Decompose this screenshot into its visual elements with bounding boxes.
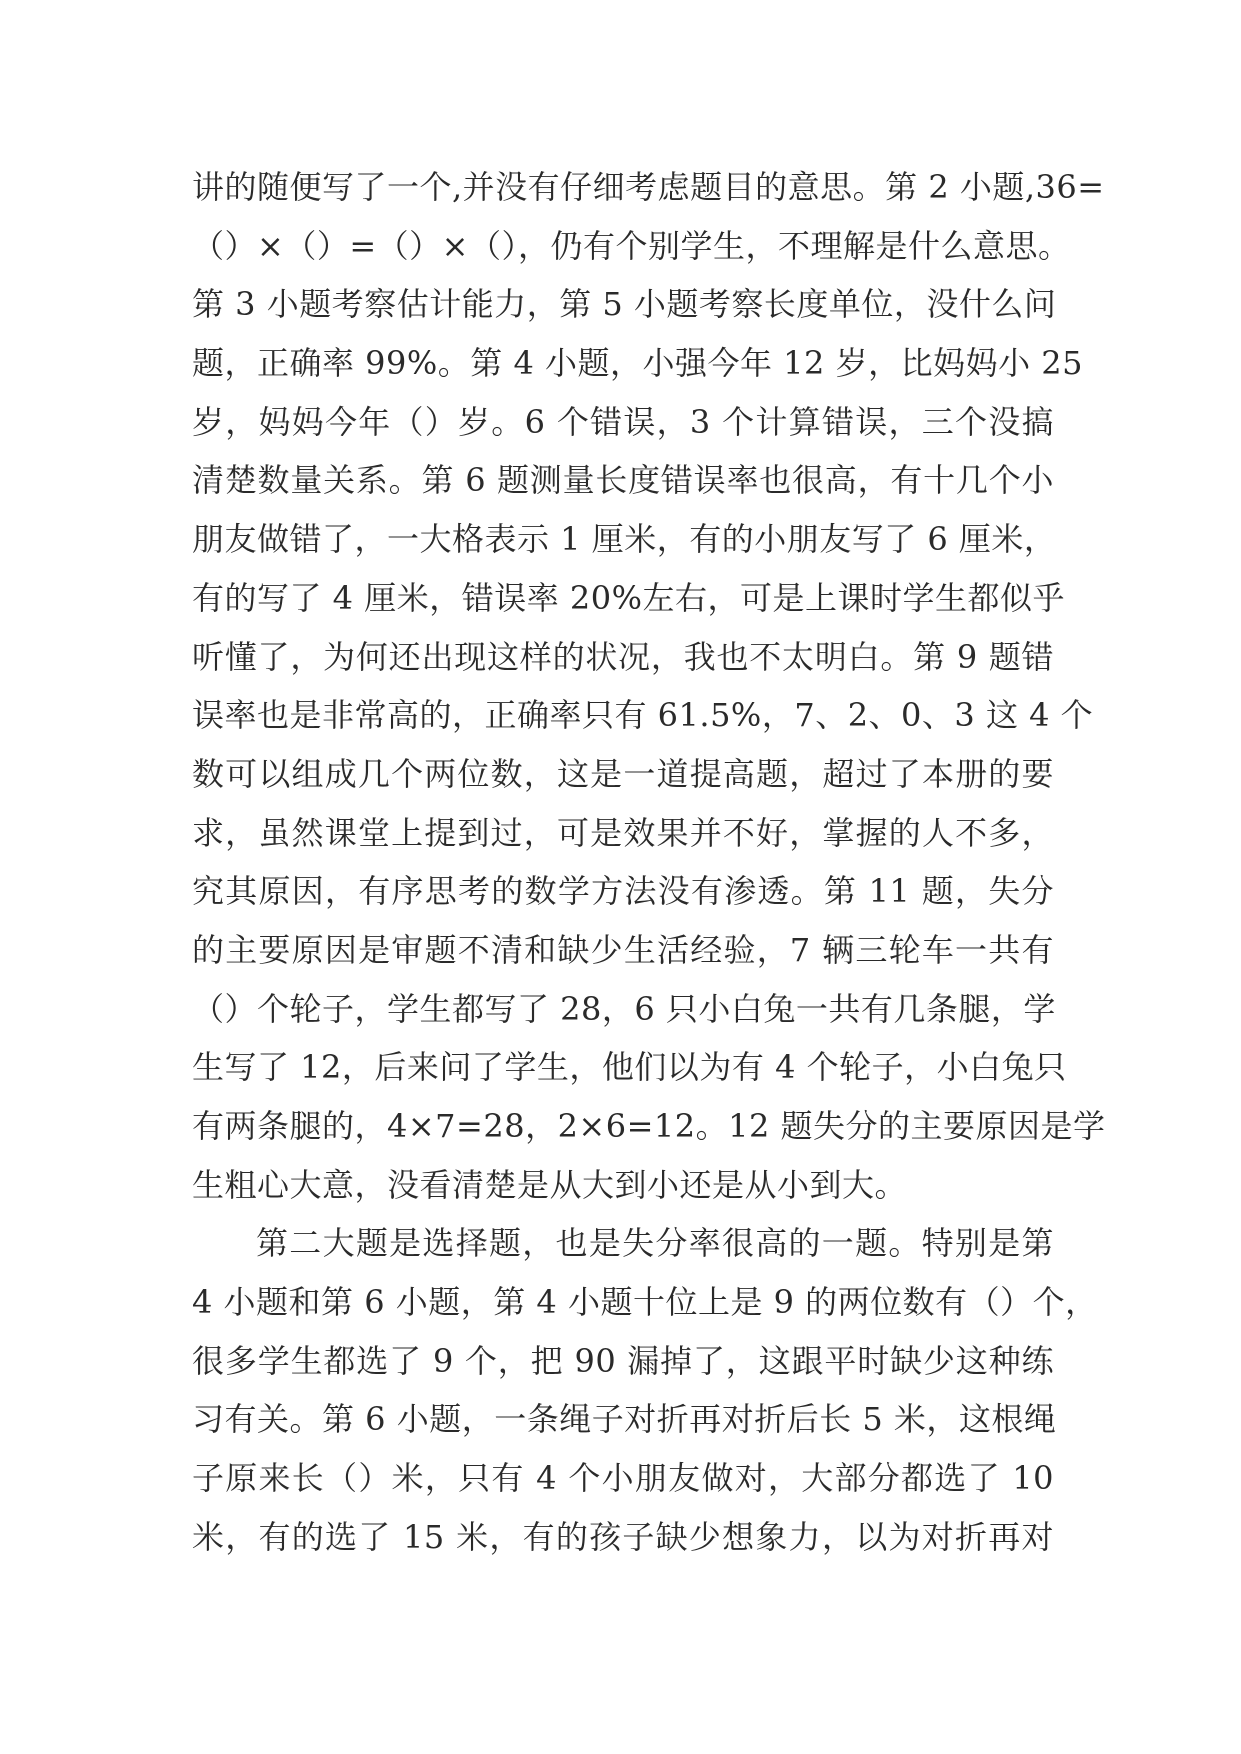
body-text bbox=[192, 158, 1106, 1567]
text-line: 朋友做错了，一大格表示 1 厘米，有的小朋友写了 6 厘米， bbox=[192, 520, 1057, 559]
text-line: 讲的随便写了一个,并没有仔细考虑题目的意思。第 2 小题,36= bbox=[192, 168, 1105, 206]
text-line: 生写了 12，后来问了学生，他们以为有 4 个轮子，小白兔只 bbox=[192, 1048, 1067, 1087]
text-line: 习有关。第 6 小题，一条绳子对折再对折后长 5 米，这根绳 bbox=[192, 1400, 1057, 1439]
text-line: 第 3 小题考察估计能力，第 5 小题考察长度单位，没什么问 bbox=[192, 285, 1057, 324]
text-line: 听懂了，为何还出现这样的状况，我也不太明白。第 9 题错 bbox=[192, 637, 1054, 676]
text-line: （）个轮子，学生都写了 28，6 只小白兔一共有几条腿，学 bbox=[192, 989, 1056, 1028]
text-line: 第二大题是选择题，也是失分率很高的一题。特别是第 bbox=[256, 1224, 1054, 1263]
text-line: 有两条腿的，4×7=28，2×6=12。12 题失分的主要原因是学 bbox=[192, 1107, 1106, 1145]
text-line: 生粗心大意，没看清楚是从大到小还是从小到大。 bbox=[192, 1165, 908, 1204]
text-line: 米，有的选了 15 米，有的孩子缺少想象力，以为对折再对 bbox=[192, 1517, 1054, 1556]
text-line: （）×（）=（）×（），仍有个别学生，不理解是什么意思。 bbox=[192, 226, 1071, 265]
text-line: 清楚数量关系。第 6 题测量长度错误率也很高，有十几个小 bbox=[192, 461, 1054, 500]
text-line: 岁，妈妈今年（）岁。6 个错误，3 个计算错误，三个没搞 bbox=[192, 402, 1054, 441]
paragraph-2 bbox=[192, 1214, 1098, 1566]
text-line: 误率也是非常高的，正确率只有 61.5%，7、2、0、3 这 4 个 bbox=[192, 696, 1094, 735]
text-line: 很多学生都选了 9 个，把 90 漏掉了，这跟平时缺少这种练 bbox=[192, 1341, 1054, 1380]
text-line: 求，虽然课堂上提到过，可是效果并不好，掌握的人不多， bbox=[192, 813, 1054, 852]
text-line: 有的写了 4 厘米，错误率 20%左右，可是上课时学生都似乎 bbox=[192, 578, 1066, 617]
text-line: 子原来长（）米，只有 4 个小朋友做对，大部分都选了 10 bbox=[192, 1459, 1054, 1498]
paragraph-1 bbox=[192, 158, 1106, 1214]
text-line: 数可以组成几个两位数，这是一道提高题，超过了本册的要 bbox=[192, 754, 1054, 793]
text-line: 题，正确率 99%。第 4 小题，小强今年 12 岁，比妈妈小 25 bbox=[192, 344, 1083, 383]
text-line: 4 小题和第 6 小题，第 4 小题十位上是 9 的两位数有（）个， bbox=[192, 1283, 1098, 1322]
text-line: 的主要原因是审题不清和缺少生活经验，7 辆三轮车一共有 bbox=[192, 930, 1054, 969]
text-line: 究其原因，有序思考的数学方法没有渗透。第 11 题，失分 bbox=[192, 872, 1054, 911]
